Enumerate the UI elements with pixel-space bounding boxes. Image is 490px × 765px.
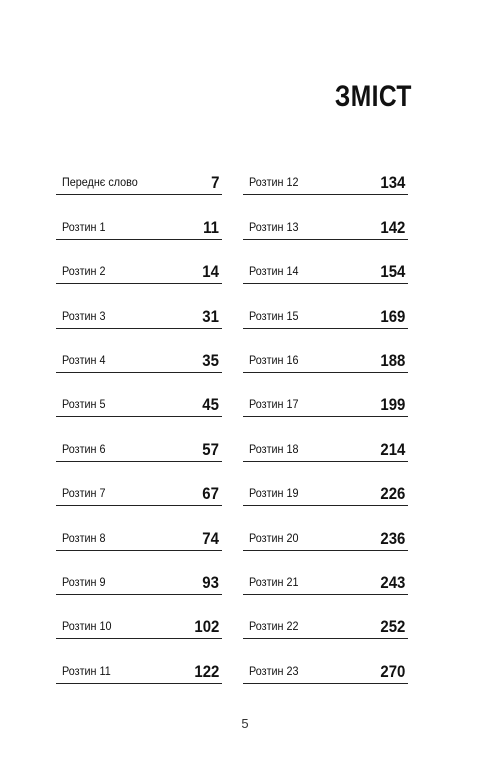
toc-entry-label: Розтин 10 bbox=[62, 619, 112, 634]
toc-entry-page: 35 bbox=[202, 350, 219, 370]
toc-entry-page: 270 bbox=[380, 661, 405, 681]
toc-entry-page: 11 bbox=[203, 217, 219, 237]
toc-entry-label: Розтин 17 bbox=[249, 397, 299, 412]
toc-entry-page: 188 bbox=[380, 350, 405, 370]
toc-entry-page: 7 bbox=[210, 173, 219, 193]
toc-entry[interactable] bbox=[56, 206, 222, 250]
toc-entry[interactable] bbox=[56, 650, 222, 694]
toc-entry-page: 102 bbox=[194, 617, 219, 637]
toc-entry[interactable] bbox=[243, 606, 408, 650]
toc-entry-rule bbox=[243, 416, 408, 417]
toc-entry-rule bbox=[243, 461, 408, 462]
toc-entry-page: 236 bbox=[380, 528, 405, 548]
toc-entry-rule bbox=[243, 683, 408, 684]
toc-column-right bbox=[243, 162, 408, 695]
toc-entry-label: Розтин 23 bbox=[249, 663, 299, 678]
toc-entry-label: Розтин 16 bbox=[249, 352, 299, 367]
toc-entry[interactable] bbox=[243, 162, 408, 206]
toc-entry-label: Розтин 7 bbox=[62, 486, 106, 501]
toc-entry-label: Розтин 15 bbox=[249, 308, 299, 323]
toc-entry[interactable] bbox=[56, 340, 222, 384]
toc-entry-page: 252 bbox=[380, 617, 405, 637]
toc-entry[interactable] bbox=[243, 295, 408, 339]
toc-entry-rule bbox=[56, 550, 222, 551]
toc-entry-label: Розтин 13 bbox=[249, 219, 299, 234]
toc-entry-rule bbox=[56, 683, 222, 684]
toc-entry-label: Переднє слово bbox=[62, 175, 138, 190]
toc-entry-page: 142 bbox=[380, 217, 405, 237]
toc-entry-rule bbox=[56, 594, 222, 595]
toc-entry-label: Розтин 14 bbox=[249, 264, 299, 279]
toc-entry-rule bbox=[56, 194, 222, 195]
toc-entry-page: 67 bbox=[202, 484, 219, 504]
toc-entry-page: 93 bbox=[202, 572, 219, 592]
toc-entry-page: 226 bbox=[380, 484, 405, 504]
toc-entry-label: Розтин 9 bbox=[62, 574, 106, 589]
toc-entry-page: 169 bbox=[380, 306, 405, 326]
toc-entry-label: Розтин 18 bbox=[249, 441, 299, 456]
toc-entry-rule bbox=[56, 372, 222, 373]
toc-entry[interactable] bbox=[243, 473, 408, 517]
toc-entry[interactable] bbox=[243, 650, 408, 694]
toc-entry-page: 31 bbox=[202, 306, 219, 326]
toc-entry-label: Розтин 2 bbox=[62, 264, 106, 279]
toc-entry[interactable] bbox=[56, 384, 222, 428]
toc-entry-page: 45 bbox=[202, 395, 219, 415]
toc-entry[interactable] bbox=[56, 562, 222, 606]
toc-entry-rule bbox=[56, 283, 222, 284]
toc-entry[interactable] bbox=[243, 517, 408, 561]
toc-entry-label: Розтин 20 bbox=[249, 530, 299, 545]
page-number: 5 bbox=[241, 716, 249, 731]
toc-entry-label: Розтин 5 bbox=[62, 397, 106, 412]
toc-column-left bbox=[56, 162, 222, 695]
toc-entry-page: 243 bbox=[380, 572, 405, 592]
toc-entry[interactable] bbox=[243, 251, 408, 295]
toc-entry-page: 134 bbox=[380, 173, 405, 193]
toc-entry-page: 214 bbox=[380, 439, 405, 459]
toc-entry-rule bbox=[243, 638, 408, 639]
toc-entry-label: Розтин 12 bbox=[249, 175, 299, 190]
toc-entry-rule bbox=[56, 505, 222, 506]
toc-entry-rule bbox=[243, 372, 408, 373]
toc-entry-rule bbox=[243, 594, 408, 595]
toc-entry[interactable] bbox=[56, 251, 222, 295]
toc-entry-label: Розтин 11 bbox=[62, 663, 111, 678]
toc-entry-rule bbox=[56, 328, 222, 329]
toc-entry-page: 122 bbox=[194, 661, 219, 681]
toc-entry-rule bbox=[243, 194, 408, 195]
toc-entry-rule bbox=[243, 283, 408, 284]
toc-entry-label: Розтин 1 bbox=[62, 219, 106, 234]
toc-entry-label: Розтин 22 bbox=[249, 619, 299, 634]
toc-entry[interactable] bbox=[243, 384, 408, 428]
toc-entry-rule bbox=[56, 239, 222, 240]
toc-entry[interactable] bbox=[243, 340, 408, 384]
toc-entry-page: 74 bbox=[202, 528, 219, 548]
toc-entry[interactable] bbox=[56, 606, 222, 650]
toc-entry-rule bbox=[243, 505, 408, 506]
toc-entry-label: Розтин 6 bbox=[62, 441, 106, 456]
toc-entry[interactable] bbox=[56, 473, 222, 517]
toc-entry[interactable] bbox=[56, 517, 222, 561]
toc-entry-rule bbox=[243, 328, 408, 329]
toc-entry[interactable] bbox=[243, 562, 408, 606]
toc-entry-page: 57 bbox=[202, 439, 219, 459]
toc-entry-rule bbox=[56, 461, 222, 462]
toc-entry-rule bbox=[56, 638, 222, 639]
toc-entry-rule bbox=[56, 416, 222, 417]
toc-entry-label: Розтин 3 bbox=[62, 308, 106, 323]
toc-entry[interactable] bbox=[243, 428, 408, 472]
toc-entry-rule bbox=[243, 550, 408, 551]
toc-entry-label: Розтин 19 bbox=[249, 486, 299, 501]
toc-entry[interactable] bbox=[56, 428, 222, 472]
toc-entry-label: Розтин 4 bbox=[62, 352, 106, 367]
toc-entry[interactable] bbox=[243, 206, 408, 250]
toc-entry-label: Розтин 8 bbox=[62, 530, 106, 545]
toc-entry-page: 14 bbox=[202, 262, 219, 282]
toc-entry-page: 154 bbox=[380, 262, 405, 282]
toc-entry-label: Розтин 21 bbox=[249, 574, 299, 589]
toc-entry[interactable] bbox=[56, 295, 222, 339]
toc-entry-page: 199 bbox=[380, 395, 405, 415]
toc-entry[interactable] bbox=[56, 162, 222, 206]
toc-entry-rule bbox=[243, 239, 408, 240]
page-title: ЗМІСТ bbox=[335, 80, 412, 113]
